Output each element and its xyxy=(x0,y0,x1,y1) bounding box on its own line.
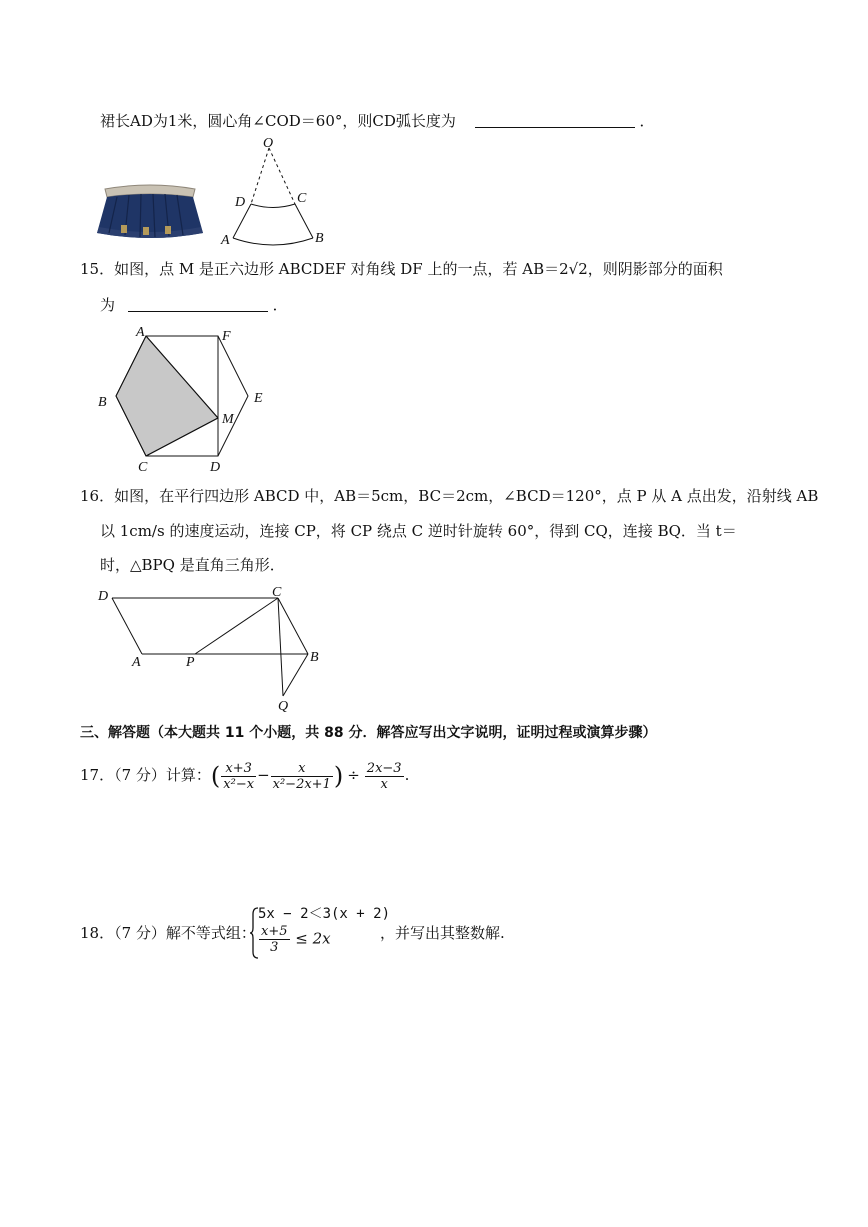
label-d: D xyxy=(235,195,246,210)
cb-line xyxy=(278,598,308,654)
dc-arc xyxy=(251,204,295,208)
q18-inequality-2-rest: ≤ 2x xyxy=(295,929,331,948)
q18-suffix: ，并写出其整数解. xyxy=(380,924,505,942)
q17-divide: ÷ xyxy=(347,766,360,784)
label-c: C xyxy=(272,585,282,600)
q18-inequality-1: 5x − 2＜3(x + 2) xyxy=(258,906,391,922)
q16-line1: 16．如图，在平行四边形 ABCD 中，AB＝5cm，BC＝2cm，∠BCD＝120°，点 P 从 A 点出发，沿射线 AB xyxy=(80,487,819,505)
fraction-denominator: x²−x xyxy=(223,776,255,792)
label-a: A xyxy=(221,233,230,248)
q17-prefix: 17．（7 分）计算： xyxy=(80,766,211,784)
da-line xyxy=(112,598,142,654)
section-three-heading: 三、解答题（本大题共 11 个小题，共 88 分．解答应写出文字说明，证明过程或演算步骤） xyxy=(80,725,657,741)
fraction-denominator: x²−2x+1 xyxy=(272,776,331,792)
q14-answer-blank[interactable] xyxy=(475,111,635,128)
label-a: A xyxy=(132,655,141,670)
q14-text: 裙长AD为1米，圆心角∠COD＝60°，则CD弧长度为 xyxy=(100,112,456,130)
label-b: B xyxy=(310,650,319,665)
label-q: Q xyxy=(278,699,289,714)
bq-line xyxy=(283,654,308,696)
fraction-numerator: x+3 xyxy=(221,761,256,777)
label-c: C xyxy=(297,191,307,206)
q17-fraction-1 xyxy=(221,761,256,792)
label-o: O xyxy=(263,136,274,151)
q15-answer-blank[interactable] xyxy=(128,295,268,312)
q14-end: ． xyxy=(639,112,655,130)
q18-prefix: 18．（7 分）解不等式组： xyxy=(80,924,256,942)
fraction-numerator: x+5 xyxy=(261,924,288,939)
label-a: A xyxy=(136,325,145,340)
q17-fraction-2 xyxy=(271,761,333,792)
q17-paren-close: ) xyxy=(333,762,344,790)
label-m: M xyxy=(222,412,234,427)
label-f: F xyxy=(222,329,231,344)
q18-inequality-2 xyxy=(258,924,331,955)
q15-line1: 15．如图，点 M 是正六边形 ABCDEF 对角线 DF 上的一点，若 AB＝2√2，则阴影部分的面积 xyxy=(80,260,723,278)
label-b: B xyxy=(315,231,324,246)
q17-fraction-3 xyxy=(365,761,404,792)
cq-line xyxy=(278,598,283,696)
q16-line3: 时，△BPQ 是直角三角形． xyxy=(100,556,285,574)
label-b: B xyxy=(98,395,107,410)
label-d: D xyxy=(98,589,109,604)
label-e: E xyxy=(254,391,263,406)
fraction-denominator: 3 xyxy=(270,940,279,955)
q15-prefix: 为 xyxy=(100,296,116,314)
fraction-numerator: 2x−3 xyxy=(366,760,402,776)
q17-line xyxy=(80,758,409,793)
q15-end: ． xyxy=(272,296,288,314)
q14-line xyxy=(100,110,654,132)
q15-hexagon-figure xyxy=(90,318,280,478)
cb-line xyxy=(295,204,313,238)
od-dashed-line xyxy=(251,148,269,204)
q14-sector-figure xyxy=(215,134,335,250)
label-c: C xyxy=(138,460,148,475)
shaded-region xyxy=(116,336,218,456)
cp-line xyxy=(195,598,278,654)
fraction-numerator: x xyxy=(271,761,333,777)
q17-paren-open: ( xyxy=(210,762,221,790)
q17-minus: − xyxy=(257,766,270,784)
skirt-image xyxy=(95,183,205,245)
q15-line2 xyxy=(100,294,288,316)
label-d: D xyxy=(210,460,221,475)
oc-dashed-line xyxy=(269,148,295,204)
label-p: P xyxy=(186,655,195,670)
q16-line2: 以 1cm/s 的速度运动，连接 CP，将 CP 绕点 C 逆时针旋转 60°，得到 CQ，连接 BQ．当 t＝ xyxy=(100,522,737,540)
q17-end: . xyxy=(404,766,410,784)
q16-parallelogram-figure xyxy=(90,584,330,714)
q18-fraction xyxy=(259,924,290,955)
ab-arc xyxy=(233,238,313,245)
fraction-denominator: x xyxy=(380,776,388,792)
